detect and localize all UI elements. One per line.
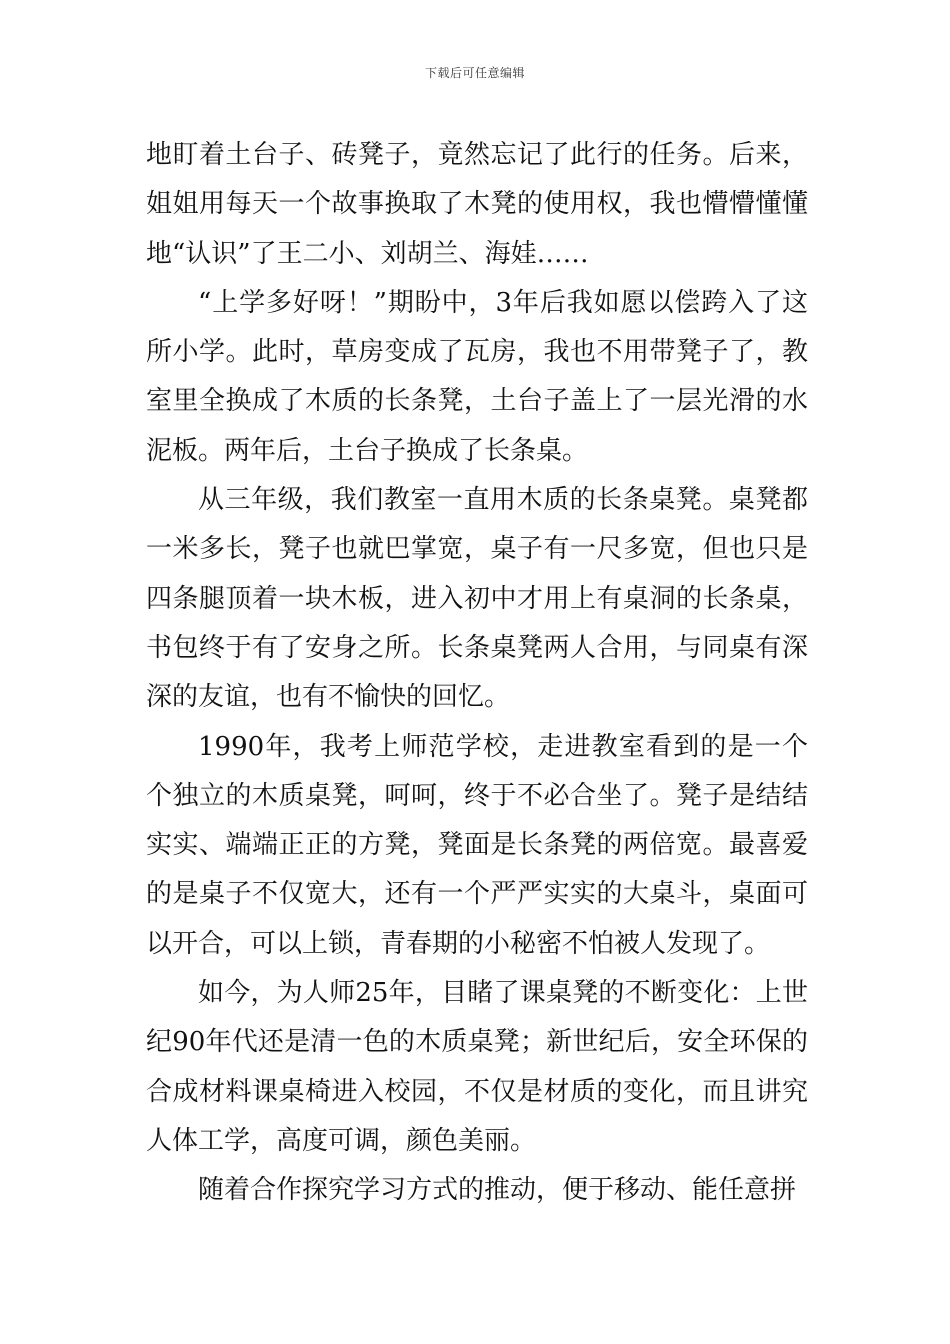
paragraph-teaching-years: 如今，为人师25年，目睹了课桌凳的不断变化：上世纪90年代还是清一色的木质桌凳；新世纪后，安全环保的合成材料课桌椅进入校园，不仅是材质的变化，而且讲究人体工学，高度可调，颜色美丽。 — [146, 978, 808, 1156]
paragraph-long-benches: 从三年级，我们教室一直用木质的长条桌凳。桌凳都一米多长，凳子也就巴掌宽，桌子有一尺多宽，但也只是四条腿顶着一块木板，进入初中才用上有桌洞的长条桌，书包终于有了安身之所。长条桌凳两人合用，与同桌有深深的友谊，也有不愉快的回忆。 — [146, 485, 808, 713]
document-body — [146, 131, 808, 1216]
paragraph-normal-school: 1990年，我考上师范学校，走进教室看到的是一个个独立的木质桌凳，呵呵，终于不必合坐了。凳子是结结实实、端端正正的方凳，凳面是长条凳的两倍宽。最喜爱的是桌子不仅宽大，还有一个严严实实的大桌斗，桌面可以开合，可以上锁，青春期的小秘密不怕被人发现了。 — [146, 731, 808, 959]
paragraph-school-entry: “上学多好呀！”期盼中，3年后我如愿以偿跨入了这所小学。此时，草房变成了瓦房，我也不用带凳子了，教室里全换成了木质的长条凳，土台子盖上了一层光滑的水泥板。两年后，土台子换成了长条桌。 — [146, 287, 808, 466]
paragraph-continuation: 地盯着土台子、砖凳子，竟然忘记了此行的任务。后来，姐姐用每天一个故事换取了木凳的使用权，我也懵懵懂懂地“认识”了王二小、刘胡兰、海娃…… — [146, 140, 808, 269]
page-header: 下载后可任意编辑 — [424, 66, 525, 80]
paragraph-cooperative-learning: 随着合作探究学习方式的推动，便于移动、能任意拼 — [198, 1175, 797, 1206]
